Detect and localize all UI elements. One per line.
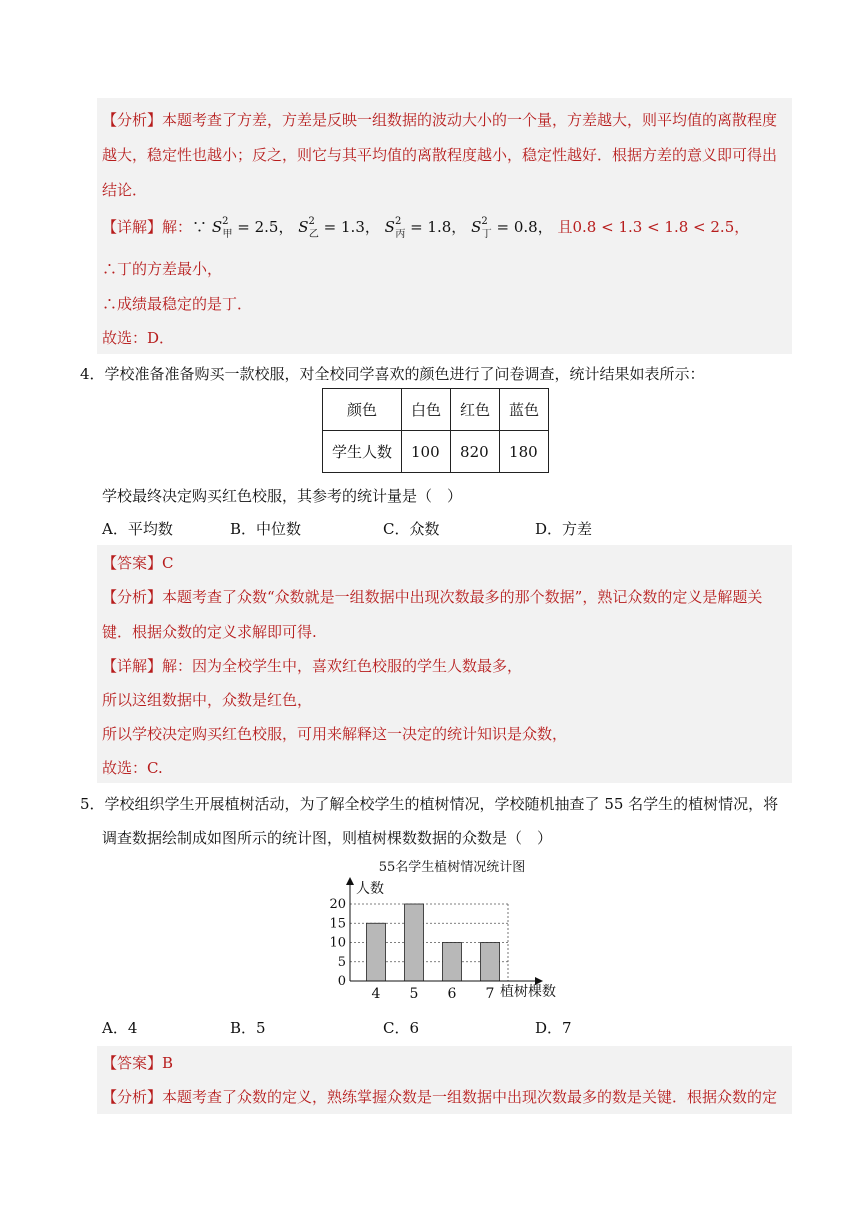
q4-stem: 4．学校准备准备购买一款校服，对全校同学喜欢的颜色进行了问卷调查，统计结果如表所示：	[80, 365, 705, 383]
table-cell: 180	[500, 431, 549, 473]
q4-option-d: D．方差	[535, 520, 593, 538]
q4-answer: 【答案】C	[102, 554, 174, 572]
q3-detail-line: 【详解】解：∵ $S^2_甲 = 2.5$， $S^2_乙 = 1.3$， $S^2_丙 = 1.8$， $S^2_丁 = 0.8$， 且0.8 < 1.3 < 1.8 < 2.5，	[102, 216, 750, 240]
because-symbol: ∵	[192, 218, 208, 236]
var-a-val: = 2.5，	[237, 218, 294, 236]
q5-option-a: A．4	[102, 1019, 138, 1037]
q4-detail-line-3: 所以学校决定购买红色校服，可用来解释这一决定的统计知识是众数，	[102, 725, 568, 743]
y-tick-label: 20	[329, 897, 346, 912]
q5-answer: 【答案】B	[102, 1054, 174, 1072]
q4-option-b: B．中位数	[230, 520, 302, 538]
y-tick-label: 15	[329, 916, 346, 932]
bar-7	[481, 943, 500, 982]
var-b-sub: 乙	[308, 229, 319, 240]
x-tick-label: 6	[447, 986, 457, 1002]
q3-detail-prefix: 【详解】解：	[102, 218, 193, 236]
q5-stem-line-2: 调查数据绘制成如图所示的统计图，则植树棵数数据的众数是（ ）	[102, 829, 553, 847]
table-row	[323, 389, 549, 431]
q4-analysis-line-1: 【分析】本题考查了众数“众数就是一组数据中出现次数最多的那个数据”，熟记众数的定义是解题关	[102, 588, 763, 606]
var-d-sub: 丁	[481, 229, 492, 240]
q3-detail-line-3: ∴成绩最稳定的是丁．	[102, 295, 253, 313]
table-cell: 蓝色	[500, 389, 549, 431]
var-a-sub: 甲	[222, 229, 233, 240]
variance-compare: 且0.8 < 1.3 < 1.8 < 2.5，	[557, 218, 750, 236]
bar-4	[367, 923, 386, 981]
bar-6	[443, 943, 462, 982]
table-cell: 颜色	[323, 389, 402, 431]
y-axis-label: 人数	[356, 881, 384, 897]
q3-analysis-line-2: 越大，稳定性也越小；反之，则它与其平均值的离散程度越小，稳定性越好．根据方差的意义即可得出	[102, 146, 778, 164]
var-c-val: = 1.8，	[410, 218, 467, 236]
x-tick-label: 5	[409, 986, 419, 1002]
y-axis-arrow-icon	[346, 877, 354, 885]
q4-detail-line-1: 【详解】解：因为全校学生中，喜欢红色校服的学生人数最多，	[102, 657, 523, 675]
x-tick-label: 4	[371, 986, 381, 1002]
q4-analysis-line-2: 键．根据众数的定义求解即可得.	[102, 623, 317, 641]
table-cell: 白色	[402, 389, 451, 431]
table-cell: 学生人数	[323, 431, 402, 473]
chart-title: 55名学生植树情况统计图	[378, 860, 526, 875]
q4-detail-line-2: 所以这组数据中，众数是红色，	[102, 691, 313, 709]
q4-option-c: C．众数	[383, 520, 440, 538]
q4-choice: 故选：C.	[102, 759, 163, 777]
q5-analysis-line-1: 【分析】本题考查了众数的定义，熟练掌握众数是一组数据中出现次数最多的数是关键．根据众数的定	[102, 1088, 778, 1106]
bar-5	[405, 904, 424, 981]
y-tick-label: 10	[329, 935, 346, 951]
table-cell: 红色	[451, 389, 500, 431]
x-axis-label: 植树棵数	[500, 984, 556, 1000]
var-c-sub: 丙	[395, 229, 406, 240]
q3-analysis-line-1: 【分析】本题考查了方差，方差是反映一组数据的波动大小的一个量，方差越大，则平均值的离散程度	[102, 111, 778, 129]
q3-detail-line-2: ∴丁的方差最小，	[102, 260, 223, 278]
x-tick-label: 7	[485, 986, 495, 1002]
y-tick-label: 5	[337, 954, 346, 970]
tree-planting-bar-chart	[320, 855, 570, 1005]
table-row	[323, 431, 549, 473]
q5-option-d: D．7	[535, 1019, 572, 1037]
q3-analysis-line-3: 结论．	[102, 181, 148, 199]
var-d-val: = 0.8，	[496, 218, 553, 236]
color-survey-table	[322, 388, 549, 473]
q4-question: 学校最终决定购买红色校服，其参考的统计量是（ ）	[102, 487, 463, 505]
table-cell: 820	[451, 431, 500, 473]
q5-option-b: B．5	[230, 1019, 266, 1037]
y-tick-label: 0	[337, 974, 346, 989]
q4-option-a: A．平均数	[102, 520, 173, 538]
q5-option-c: C．6	[383, 1019, 420, 1037]
var-b-val: = 1.3，	[323, 218, 380, 236]
q5-stem-line-1: 5．学校组织学生开展植树活动，为了解全校学生的植树情况，学校随机抽查了 55 名学生的植树情况，将	[80, 795, 779, 813]
q3-choice: 故选：D．	[102, 329, 175, 347]
table-cell: 100	[402, 431, 451, 473]
